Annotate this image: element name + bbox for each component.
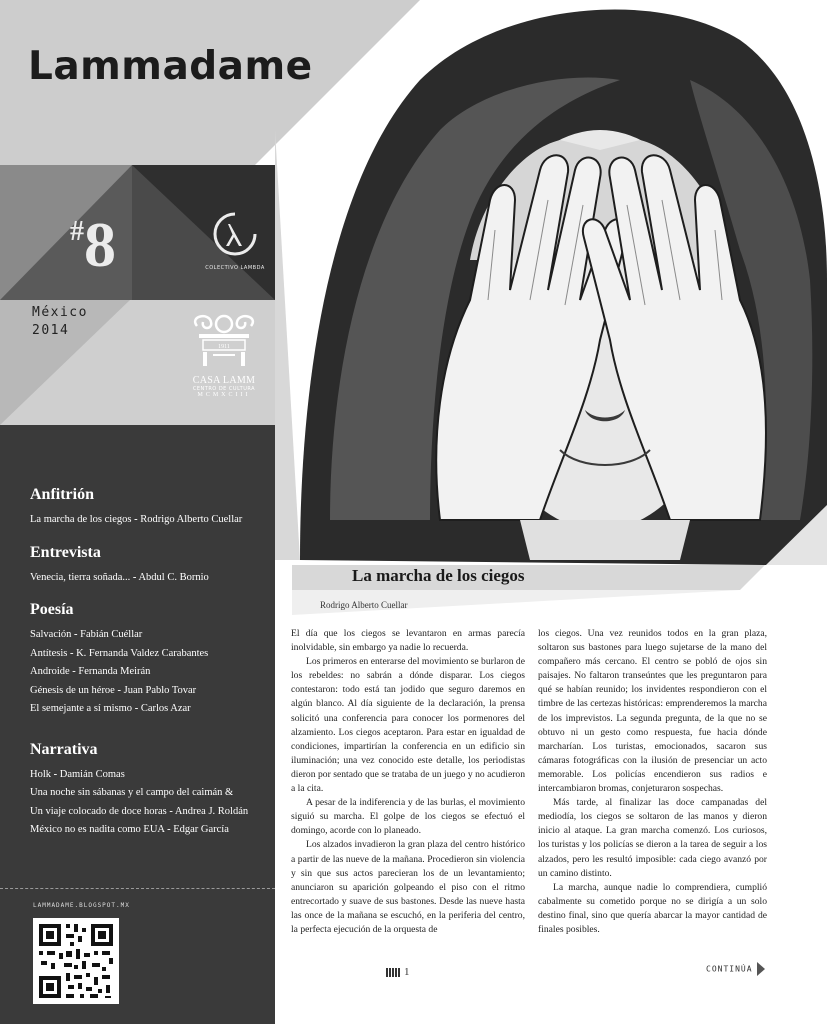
toc-item[interactable]: Venecia, tierra soñada... - Abdul C. Bornio <box>30 571 209 583</box>
issue-hash: # <box>70 216 84 247</box>
toc-item-author: K. Fernanda Valdez Carabantes <box>76 647 209 659</box>
toc-item[interactable]: Antítesis - K. Fernanda Valdez Carabantes <box>30 647 209 659</box>
article-paragraph: La marcha, aunque nadie lo comprendiera, cumplió cabalmente su cometido porque no se dirigía a un solo destino final, sino que quería abarcar la mayor cantidad de finales posibles. <box>538 881 767 935</box>
toc-item-author: Carlos Azar <box>140 703 191 714</box>
toc-item-title: La marcha de los ciegos <box>30 514 132 525</box>
sponsor-logo <box>186 312 262 398</box>
article-paragraph: El día que los ciegos se levantaron en armas parecía inolvidable, sin embargo ya nadie lo recuerda. <box>291 628 525 654</box>
toc-item[interactable]: La marcha de los ciegos - Rodrigo Alberto Cuellar <box>30 514 243 525</box>
casa-lamm-emblem-icon <box>189 312 259 368</box>
article-paragraph: Más tarde, al finalizar las doce campanadas del mediodía, los ciegos se soltaron de las manos y dieron inicio al ataque. La gran marcha comenzó. Los curiosos, los turistas y los policías se dieron a la tarea de seguir a los alzados, pero les resultó imposible: cada ciego avanzó por un camino distinto. <box>538 797 767 879</box>
toc-item-title: Génesis de un héroe <box>30 684 115 696</box>
toc-item-author: Fabián Cuéllar <box>80 629 143 640</box>
toc-section-title: Anfitrión <box>30 486 94 503</box>
lambda-logo-icon <box>211 210 259 258</box>
sponsor-name: CASA LAMM <box>192 375 256 386</box>
sponsor-subtitle: CENTRO DE CULTURA <box>192 386 256 392</box>
article-paragraph: Los alzados invadieron la gran plaza del centro histórico a partir de las nueve de la mañana. Procedieron sin violencia y sin que sus actos parecieran los de un levantamiento; anunciaron su aparición golpeando el piso con el ritmo entrecortado y suave de sus bastones. Desde las nueve hasta las once de la mañana se escuchó, en la periferia del centro, la perfecta ejecución de la orquesta de <box>291 839 525 935</box>
toc-item-title: El semejante a sí mismo <box>30 703 133 714</box>
table-of-contents <box>30 486 270 854</box>
toc-section-poesia <box>30 601 270 719</box>
toc-section-title: Entrevista <box>30 543 101 561</box>
toc-item-author: Andrea J. Roldán <box>174 805 249 817</box>
article-paragraph: los ciegos. Una vez reunidos todos en la gran plaza, soltaron sus bastones para luego sujetarse de la mano del compañero más cercano. El centro se pobló de ojos sin paisajes. No faltaron transeúntes que les preguntaron para qué se habían reunido; los invidentes respondieron con el timbre de las certezas históricas: emprenderemos la marcha de los imprevistos. La segunda pregunta, de la que no se obtuvo ni un gesto como respuesta, fue hacia dónde marcharían. Los turistas, emocionados, sacaron sus cámaras fotográficas con la ilusión de presenciar un acto memorable. Los policías encendieron sus radios e intercambiaron bromas, conjeturaron sospechas. <box>538 628 767 795</box>
toc-item-title: Salvación <box>30 629 72 640</box>
publisher-logo <box>200 210 270 271</box>
magazine-title: Lammadame <box>28 44 313 89</box>
issue-number <box>70 208 116 282</box>
page-number-value: 1 <box>404 966 410 978</box>
toc-item-author: Damián Comas <box>59 768 125 780</box>
sponsor-plaque-year: 1911 <box>218 344 230 350</box>
article-author: Rodrigo Alberto Cuellar <box>320 600 408 610</box>
sidebar-divider <box>0 888 275 889</box>
toc-section-entrevista <box>30 544 270 588</box>
toc-item-author: Fernanda Meirán <box>78 666 151 677</box>
toc-item-author: Abdul C. Bornio <box>138 571 209 583</box>
sponsor-year: MCMXCIII <box>197 392 251 398</box>
toc-item[interactable]: Un viaje colocado de doce horas - Andrea J. Roldán <box>30 805 249 817</box>
toc-item[interactable]: Holk - Damián Comas <box>30 768 125 780</box>
page-number <box>386 966 410 978</box>
article-title: La marcha de los ciegos <box>352 566 525 585</box>
toc-item-title: Una noche sin sábanas y el campo del caimán & <box>30 787 234 798</box>
toc-section-title: Narrativa <box>30 740 98 758</box>
toc-item[interactable]: Androide - Fernanda Meirán <box>30 666 151 677</box>
article-paragraph: A pesar de la indiferencia y de las burlas, el movimiento siguió su marcha. El golpe de los ciegos se efectuó el domingo, acorde con lo planeado. <box>291 797 525 837</box>
toc-item-title: Venecia, tierra soñada... <box>30 571 131 583</box>
page-number-ornament-icon <box>386 968 400 977</box>
toc-section-narrativa <box>30 741 270 840</box>
toc-item-title: Antítesis <box>30 647 68 659</box>
toc-item[interactable] <box>30 784 270 803</box>
toc-item-title: Un viaje colocado de doce horas <box>30 805 167 817</box>
toc-item-author: Edgar García <box>173 824 229 835</box>
toc-item[interactable]: Génesis de un héroe - Juan Pablo Tovar <box>30 684 197 696</box>
toc-item[interactable]: México no es nadita como EUA - Edgar García <box>30 824 229 835</box>
qr-code-icon <box>33 918 119 1004</box>
issue-place-date <box>32 304 88 340</box>
toc-item[interactable]: Salvación - Fabián Cuéllar <box>30 629 143 640</box>
article-column-2 <box>538 627 767 937</box>
qr-code[interactable] <box>33 918 119 1004</box>
continue-label: CONTINÚA <box>706 964 753 974</box>
toc-item-title: Holk <box>30 768 51 780</box>
toc-section-anfitrion <box>30 486 270 530</box>
toc-item-title: México no es nadita como EUA <box>30 824 165 835</box>
toc-item[interactable]: El semejante a sí mismo - Carlos Azar <box>30 703 191 714</box>
publisher-name: COLECTIVO LAMBDA <box>205 265 265 271</box>
toc-item-author: Rodrigo Alberto Cuellar <box>140 514 243 525</box>
issue-year: 2014 <box>32 323 70 338</box>
toc-item-author: Juan Pablo Tovar <box>123 684 197 696</box>
blog-url[interactable]: LAMMADAME.BLOGSPOT.MX <box>33 902 130 909</box>
issue-country: México <box>32 305 88 320</box>
toc-item-title: Androide <box>30 666 70 677</box>
issue-digit: 8 <box>84 209 116 280</box>
article-paragraph: Los primeros en enterarse del movimiento se burlaron de los rebeldes: no sabrán a dónde disparar. Los ciegos contestaron: todo está tan jodido que seguro daremos en algún blanco. Al día siguiente de la declaración, la prensa solicitó una conferencia para conocer los pormenores del alzamiento. Los ciegos aceptaron. Para estar en igualdad de condiciones, impartirían la conferencia en un edificio sin iluminación; una vez conocido este detalle, los periodistas dieron por sentado que se trataba de un juego y no acudieron a la cita. <box>291 656 525 795</box>
article-column-1 <box>291 627 525 937</box>
arrow-right-icon <box>757 962 765 976</box>
continue-link[interactable] <box>706 962 765 976</box>
toc-section-title: Poesía <box>30 601 74 618</box>
